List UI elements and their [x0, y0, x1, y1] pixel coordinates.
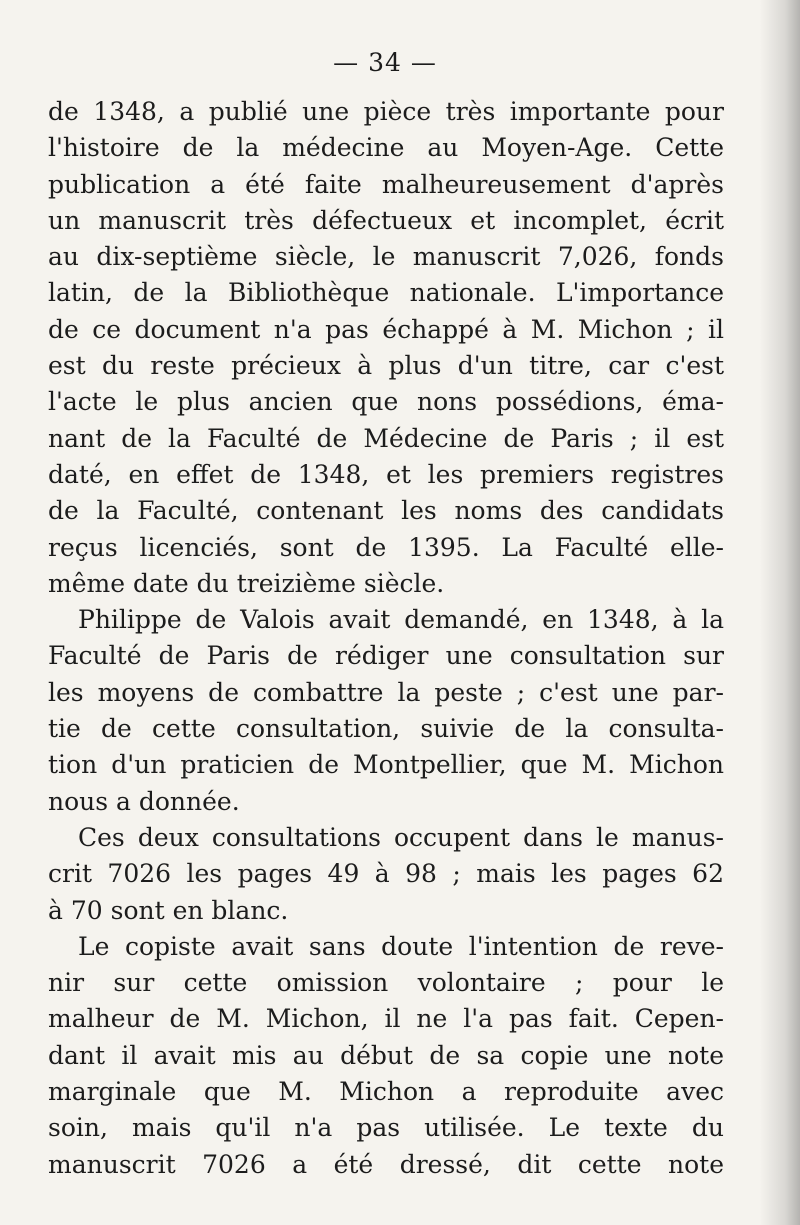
text-line: reçus licenciés, sont de 1395. La Faculté elle- [48, 532, 724, 562]
paragraph-start: Ces deux consultations occupent dans le manus- [78, 822, 724, 852]
text-line: même date du treizième siècle. [48, 568, 445, 598]
text-line: un manuscrit très défectueux et incomplet, écrit [48, 205, 724, 235]
paragraph-start: Le copiste avait sans doute l'intention de reve- [78, 931, 724, 961]
paragraph-start: Philippe de Valois avait demandé, en 1348, à la [78, 605, 724, 635]
text-line: latin, de la Bibliothèque nationale. L'importance [48, 278, 724, 308]
text-line: à 70 sont en blanc. [48, 895, 289, 925]
text-line: au dix-septième siècle, le manuscrit 7,026, fonds [48, 242, 724, 272]
text-line: crit 7026 les pages 49 à 98 ; mais les pages 62 [48, 859, 724, 889]
text-line: dant il avait mis au début de sa copie une note [48, 1040, 724, 1070]
text-line: marginale que M. Michon a reproduite avec [48, 1077, 724, 1107]
page-number: — 34 — [333, 48, 437, 77]
text-line: l'histoire de la médecine au Moyen-Age. Cette [48, 133, 724, 163]
text-line: nant de la Faculté de Médecine de Paris ; il est [48, 423, 724, 453]
text-line: malheur de M. Michon, il ne l'a pas fait. Cepen- [48, 1004, 724, 1034]
text-line: de 1348, a publié une pièce très importante pour [48, 97, 724, 126]
text-line: manuscrit 7026 a été dressé, dit cette note [48, 1149, 724, 1179]
text-line: soin, mais qu'il n'a pas utilisée. Le texte du [48, 1113, 724, 1143]
text-line: est du reste précieux à plus d'un titre, car c'est [48, 351, 724, 381]
text-line: de ce document n'a pas échappé à M. Michon ; il [48, 314, 724, 344]
text-line: publication a été faite malheureusement d'après [48, 169, 724, 199]
text-line: tie de cette consultation, suivie de la consulta- [48, 714, 724, 744]
text-line: tion d'un praticien de Montpellier, que M. Michon [48, 750, 724, 780]
text-line: daté, en effet de 1348, et les premiers registres [48, 459, 724, 489]
text-line: Faculté de Paris de rédiger une consultation sur [48, 641, 724, 671]
text-line: l'acte le plus ancien que nons possédions, éma- [48, 387, 724, 417]
text-line: de la Faculté, contenant les noms des candidats [48, 496, 724, 526]
text-line: nous a donnée. [48, 786, 240, 816]
text-line: nir sur cette omission volontaire ; pour le [48, 968, 724, 998]
body-text [48, 94, 724, 1183]
text-line: les moyens de combattre la peste ; c'est une par- [48, 677, 724, 707]
